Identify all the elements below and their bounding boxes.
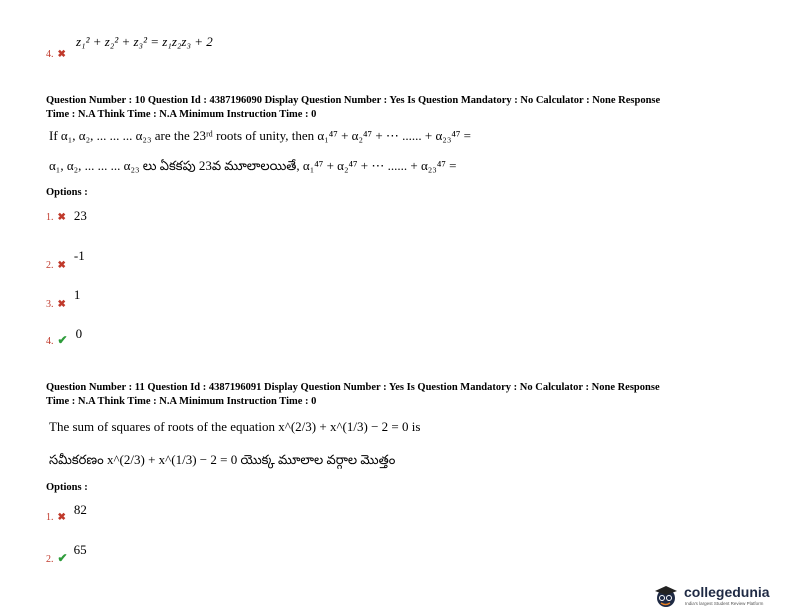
wrong-mark-icon: ✖ <box>57 212 66 223</box>
q10-english-text: If α₁, α₂, ... ... ... α₂₃ are the 23ʳᵈ roots of unity, then α₁⁴⁷ + α₂⁴⁷ + ⋯ ...... + α₂₃⁴⁷ = <box>49 128 472 143</box>
prev-option-4 <box>46 44 66 62</box>
q10-option-2 <box>46 247 85 271</box>
option-number: 4. <box>46 336 54 347</box>
option-number: 2. <box>46 260 54 271</box>
q11-option-1 <box>46 501 87 523</box>
logo-name: collegedunia <box>684 584 770 600</box>
q10-meta-line2: Time : N.A Think Time : N.A Minimum Instruction Time : 0 <box>46 109 317 120</box>
prev-option-text: z₁² + z₂² + z₃² = z₁z₂z₃ + 2 <box>76 34 213 49</box>
wrong-mark-icon: ✖ <box>57 260 66 271</box>
q11-option-2 <box>46 541 87 565</box>
option-number: 1. <box>46 212 54 223</box>
wrong-mark-icon: ✖ <box>57 49 66 60</box>
option-value: 82 <box>73 502 87 517</box>
option-number: 2. <box>46 554 54 565</box>
q11-telugu-text: సమీకరణం x^(2/3) + x^(1/3) − 2 = 0 యొక్క మూలాల వర్గాల మొత్తం <box>49 452 396 467</box>
option-value: -1 <box>73 248 85 263</box>
option-value: 23 <box>73 208 87 223</box>
q10-options-label: Options : <box>46 187 88 198</box>
option-number: 3. <box>46 299 54 310</box>
wrong-mark-icon: ✖ <box>57 299 66 310</box>
logo-tagline: India's largest Student Review Platform <box>685 601 764 606</box>
collegedunia-logo <box>652 583 790 609</box>
option-value: 1 <box>73 287 81 302</box>
q11-options-label: Options : <box>46 482 88 493</box>
option-value: 0 <box>75 326 83 341</box>
option-value: 65 <box>73 542 87 557</box>
q10-option-4 <box>46 325 83 347</box>
q10-telugu-text: α₁, α₂, ... ... ... α₂₃ లు ఏకకపు 23వ మూలాలయితే, α₁⁴⁷ + α₂⁴⁷ + ⋯ ...... + α₂₃⁴⁷ = <box>49 158 457 173</box>
option-number: 1. <box>46 512 54 523</box>
q11-meta-line1: Question Number : 11 Question Id : 4387196091 Display Question Number : Yes Is Question Mandatory : No Calculator : None Response <box>46 382 660 393</box>
option-number: 4. <box>46 49 54 60</box>
q10-option-3 <box>46 286 81 310</box>
graduate-avatar-icon <box>652 583 682 609</box>
wrong-mark-icon: ✖ <box>57 512 66 523</box>
q11-meta-line2: Time : N.A Think Time : N.A Minimum Instruction Time : 0 <box>46 396 317 407</box>
q10-option-1 <box>46 207 87 225</box>
correct-mark-icon: ✔ <box>57 333 68 347</box>
q10-meta-line1: Question Number : 10 Question Id : 4387196090 Display Question Number : Yes Is Question Mandatory : No Calculator : None Response <box>46 95 661 106</box>
correct-mark-icon: ✔ <box>57 551 68 565</box>
q11-english-text: The sum of squares of roots of the equation x^(2/3) + x^(1/3) − 2 = 0 is <box>49 419 421 434</box>
